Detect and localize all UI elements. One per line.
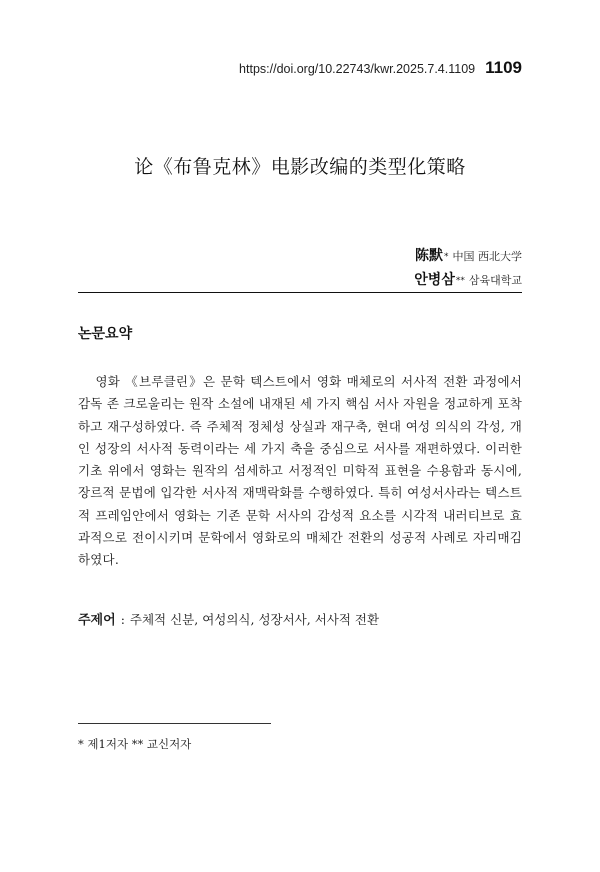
author-affiliation: 삼육대학교 <box>468 274 522 287</box>
keywords-list: 주체적 신분, 여성의식, 성장서사, 서사적 전환 <box>129 612 380 627</box>
abstract-heading: 논문요약 <box>78 326 133 342</box>
author-name: 안병삼 <box>414 272 455 288</box>
header-divider <box>78 292 522 293</box>
author-mark: * <box>444 252 449 262</box>
footnote: * 제1저자 ** 교신저자 <box>78 737 192 751</box>
author-affiliation: 中国 西北大学 <box>452 250 522 263</box>
page-number: 1109 <box>485 58 522 77</box>
author-2 <box>414 268 522 292</box>
author-name: 陈默 <box>415 248 443 264</box>
abstract-body: 영화 《브루클린》은 문학 텍스트에서 영화 매체로의 서사적 전환 과정에서 감독 존 크로울리는 원작 소설에 내재된 세 가지 핵심 서사 자원을 정교하게 포착하고 재구성하였다. 즉 주체적 정체성 상실과 재구축, 현대 여성 의식의 각성, 개인 성장의 서사적 동력이라는 세 가지 축을 중심으로 서사를 재편하였다. 이러한 기초 위에서 영화는 원작의 섬세하고 서정적인 미학적 표현을 수용함과 동시에, 장르적 문법에 입각한 서사적 재맥락화를 수행하였다. 특히 여성서사라는 텍스트적 프레임안에서 영화는 기존 문학 서사의 감성적 요소를 시각적 내러티브로 효과적으로 전이시키며 문학에서 영화로의 매체간 전환의 성공적 사례로 자리매김하였다. <box>78 374 522 568</box>
keywords-label: 주제어 <box>78 613 116 628</box>
author-block <box>414 244 522 292</box>
author-1 <box>414 244 522 268</box>
running-header <box>239 58 522 78</box>
footnote-divider <box>78 723 271 724</box>
doi-link[interactable]: https://doi.org/10.22743/kwr.2025.7.4.1109 <box>239 62 476 76</box>
author-mark: ** <box>455 276 465 286</box>
keywords <box>78 609 522 628</box>
paper-title: 论《布鲁克林》电影改编的类型化策略 <box>134 156 466 178</box>
keywords-separator: : <box>120 612 125 627</box>
